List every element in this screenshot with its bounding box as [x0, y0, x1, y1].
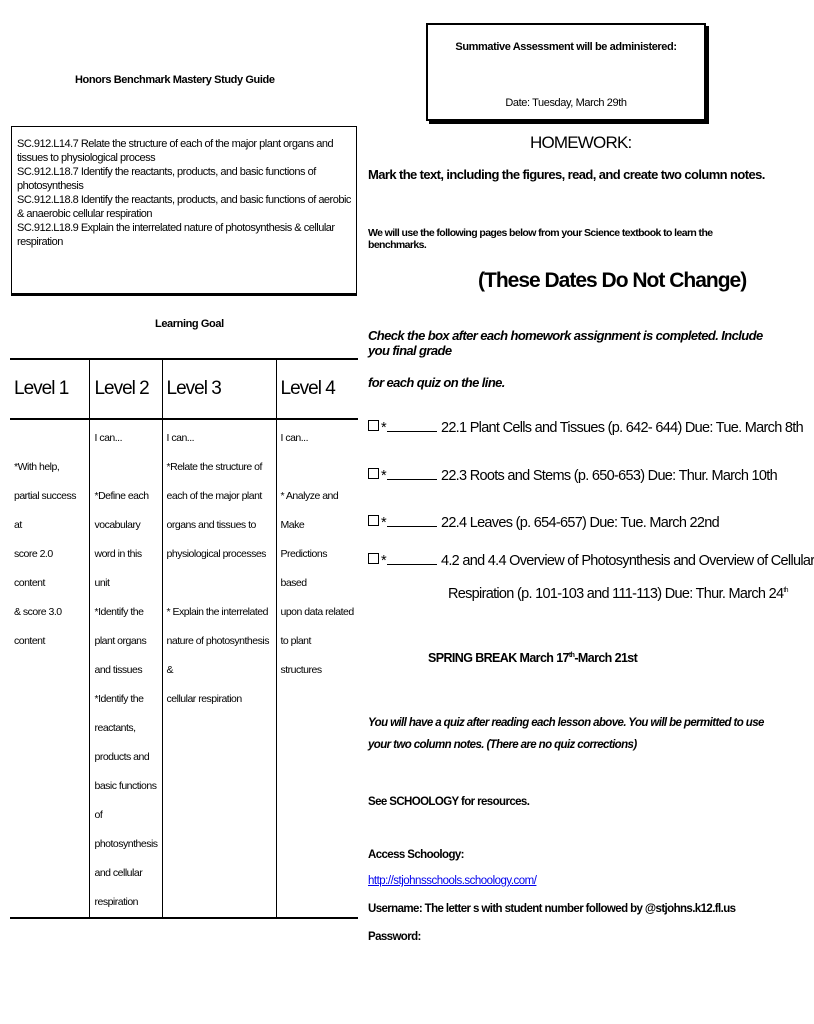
assessment-date: Date: Tuesday, March 29th	[505, 97, 627, 109]
textbook-pages-note: We will use the following pages below from your Science textbook to learn the benchmarks.	[368, 227, 713, 251]
grade-blank[interactable]	[387, 554, 437, 565]
username-note: Username: The letter s with student number followed by @stjohns.k12.fl.us	[368, 903, 736, 915]
level-4-cell: I can... * Analyze and Make Predictions based upon data related to plant structures	[276, 419, 358, 918]
study-guide-title: Honors Benchmark Mastery Study Guide	[75, 74, 275, 86]
quiz-note: You will have a quiz after reading each lesson above. You will be permitted to use your two column notes. (There are no quiz corrections)	[368, 717, 764, 751]
grade-blank[interactable]	[387, 469, 437, 480]
homework-task-continuation: Respiration (p. 101-103 and 111-113) Due: Thur. March 24th	[448, 586, 788, 602]
homework-task: * 22.3 Roots and Stems (p. 650-653) Due: Thur. March 10th	[368, 468, 777, 484]
assessment-title: Summative Assessment will be administered:	[455, 41, 677, 53]
checkbox-icon[interactable]	[368, 468, 379, 479]
task-text: 22.1 Plant Cells and Tissues (p. 642- 644) Due: Tue. March 8th	[440, 420, 803, 436]
dates-note: (These Dates Do Not Change)	[478, 269, 747, 292]
homework-instructions: Mark the text, including the figures, read, and create two column notes.	[368, 167, 765, 182]
level-header: Level 4	[276, 359, 358, 419]
check-instructions-cont: for each quiz on the line.	[368, 375, 505, 390]
task-text: 22.4 Leaves (p. 654-657) Due: Tue. March 22nd	[440, 515, 719, 531]
schoology-note: See SCHOOLOGY for resources.	[368, 796, 530, 808]
spring-break-note: SPRING BREAK March 17th-March 21st	[428, 651, 638, 665]
level-header: Level 2	[90, 359, 162, 419]
homework-task: * 22.1 Plant Cells and Tissues (p. 642- 644) Due: Tue. March 8th	[368, 420, 803, 436]
level-3-cell: I can... *Relate the structure of each of the major plant organs and tissues to physiological processes * Explain the interrelated nature of photosynthesis & cellular respiration	[162, 419, 276, 918]
standard-item: SC.912.L18.7 Identify the reactants, products, and basic functions of photosynthesis	[17, 166, 316, 192]
levels-table	[10, 358, 358, 919]
checkbox-icon[interactable]	[368, 515, 379, 526]
standards-box	[11, 126, 357, 296]
password-label: Password:	[368, 931, 421, 943]
task-text: 22.3 Roots and Stems (p. 650-653) Due: Thur. March 10th	[440, 468, 777, 484]
standard-item: SC.912.L14.7 Relate the structure of each of the major plant organs and tissues to physiological process	[17, 138, 334, 164]
homework-title: HOMEWORK:	[530, 133, 632, 152]
assessment-box	[426, 23, 706, 121]
schoology-link[interactable]: http://stjohnsschools.schoology.com/	[368, 875, 537, 887]
check-instructions: Check the box after each homework assignment is completed. Include you final grade	[368, 328, 763, 358]
homework-task: * 4.2 and 4.4 Overview of Photosynthesis and Overview of Cellular	[368, 553, 814, 569]
learning-goal-heading: Learning Goal	[155, 318, 224, 330]
grade-blank[interactable]	[387, 421, 437, 432]
task-text: 4.2 and 4.4 Overview of Photosynthesis and Overview of Cellular	[440, 553, 814, 569]
grade-blank[interactable]	[387, 516, 437, 527]
levels-header-row	[10, 359, 358, 419]
standard-item: SC.912.L18.8 Identify the reactants, products, and basic functions of aerobic & anaerobic cellular respiration	[17, 194, 351, 220]
access-label: Access Schoology:	[368, 849, 464, 861]
level-header: Level 3	[162, 359, 276, 419]
level-1-cell: *With help, partial success at score 2.0 content & score 3.0 content	[10, 419, 90, 918]
level-2-cell: I can... *Define each vocabulary word in this unit *Identify the plant organs and tissues *Identify the reactants, products and basic functions of photosynthesis and cellular respiration	[90, 419, 162, 918]
levels-body-row	[10, 419, 358, 918]
standard-item: SC.912.L18.9 Explain the interrelated nature of photosynthesis & cellular respiration	[17, 222, 335, 248]
checkbox-icon[interactable]	[368, 553, 379, 564]
checkbox-icon[interactable]	[368, 420, 379, 431]
homework-task: * 22.4 Leaves (p. 654-657) Due: Tue. March 22nd	[368, 515, 719, 531]
level-header: Level 1	[10, 359, 90, 419]
